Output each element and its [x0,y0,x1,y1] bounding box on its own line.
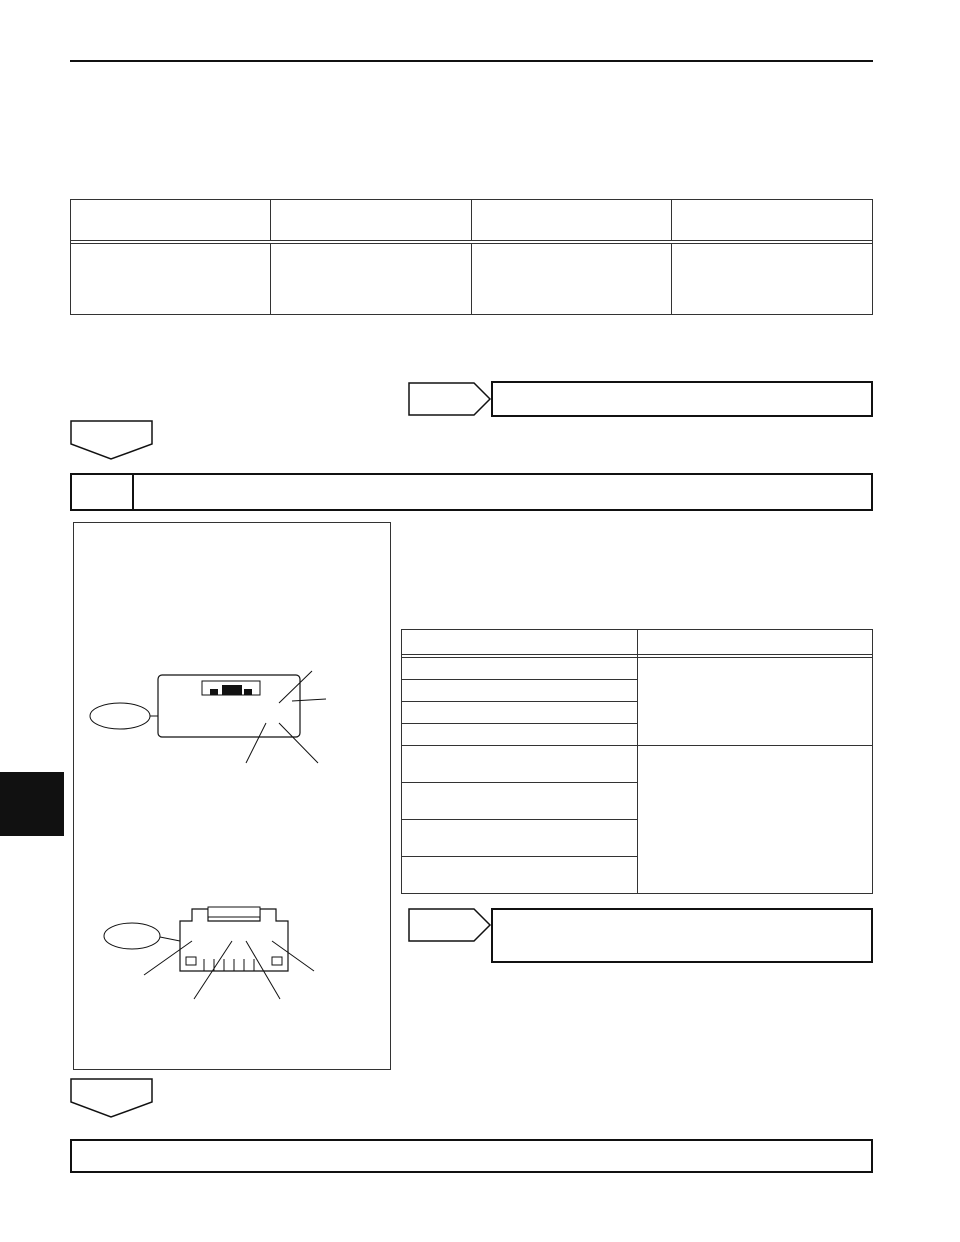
table-row [71,244,873,315]
data-list-table [70,199,873,315]
table-header-row [402,630,873,655]
resistance-table [401,629,873,894]
table-row [402,658,873,680]
replace-amplifier-box [70,1139,873,1173]
ok-down-flag [70,1078,154,1118]
section-tab [0,772,64,836]
step-2-box [70,473,873,511]
table-row [402,746,873,783]
replace-ecu-box [491,381,873,417]
table-header-row [71,200,873,241]
repair-harness-box [491,908,873,963]
wiring-diagram [73,522,391,1070]
header-rule [70,60,873,62]
step-number [72,475,134,509]
ok-arrow-flag [408,382,492,416]
ng-down-flag [70,420,154,460]
ng-arrow-flag [408,908,492,942]
